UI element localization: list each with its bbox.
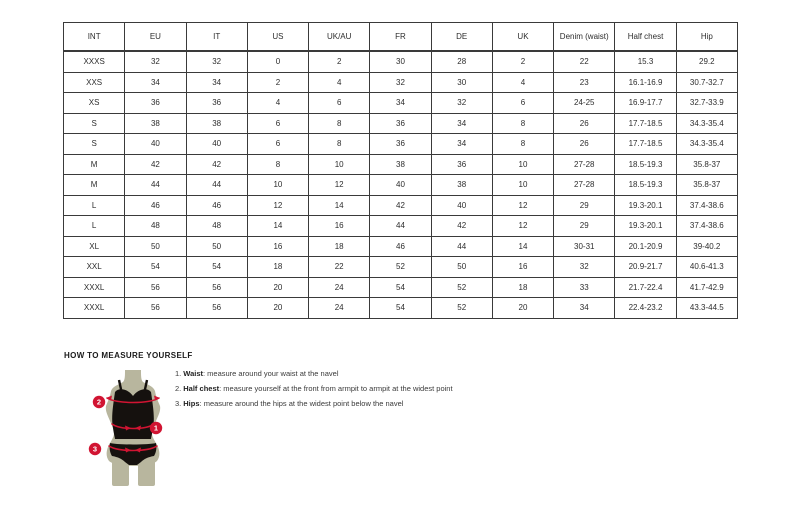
- table-cell: S: [64, 113, 125, 134]
- table-cell: 34: [125, 72, 186, 93]
- table-row: [64, 134, 738, 155]
- table-cell: 48: [125, 216, 186, 237]
- table-cell: 44: [186, 175, 247, 196]
- table-cell: 17.7-18.5: [615, 134, 676, 155]
- table-cell: XXS: [64, 72, 125, 93]
- waist-badge-number: 1: [153, 423, 159, 433]
- table-cell: 44: [370, 216, 431, 237]
- table-cell: 24-25: [554, 93, 615, 114]
- table-cell: 4: [492, 72, 553, 93]
- table-cell: 12: [309, 175, 370, 196]
- table-cell: 18.5-19.3: [615, 154, 676, 175]
- table-cell: 0: [247, 51, 308, 72]
- table-row: [64, 257, 738, 278]
- table-cell: 56: [186, 298, 247, 319]
- table-cell: 44: [125, 175, 186, 196]
- table-cell: 19.3-20.1: [615, 216, 676, 237]
- table-cell: 33: [554, 277, 615, 298]
- table-cell: 43.3-44.5: [676, 298, 737, 319]
- table-cell: 6: [309, 93, 370, 114]
- table-cell: 6: [492, 93, 553, 114]
- step-label: Half chest: [183, 384, 220, 393]
- table-cell: 12: [492, 195, 553, 216]
- table-cell: L: [64, 195, 125, 216]
- table-cell: 15.3: [615, 51, 676, 72]
- table-cell: 50: [125, 236, 186, 257]
- table-cell: 29: [554, 195, 615, 216]
- column-header: Hip: [676, 23, 737, 52]
- waist-badge: [150, 422, 162, 434]
- table-cell: 20.9-21.7: [615, 257, 676, 278]
- column-header: UK/AU: [309, 23, 370, 52]
- column-header: UK: [492, 23, 553, 52]
- table-cell: 4: [309, 72, 370, 93]
- table-cell: 18: [492, 277, 553, 298]
- step-text: : measure yourself at the front from armpit to armpit at the widest point: [219, 384, 453, 393]
- table-cell: 24: [309, 277, 370, 298]
- table-cell: 48: [186, 216, 247, 237]
- table-cell: 44: [431, 236, 492, 257]
- hips-badge-number: 3: [92, 444, 98, 454]
- step-text: : measure around the hips at the widest point below the navel: [199, 399, 404, 408]
- table-cell: XXL: [64, 257, 125, 278]
- table-cell: 54: [186, 257, 247, 278]
- table-cell: 22: [554, 51, 615, 72]
- table-header-row: [64, 23, 738, 52]
- table-cell: 54: [370, 277, 431, 298]
- step-text: : measure around your waist at the navel: [203, 369, 339, 378]
- table-cell: 40: [431, 195, 492, 216]
- mannequin-figure-icon: [84, 368, 184, 490]
- size-table-body: [64, 51, 738, 318]
- table-cell: 29.2: [676, 51, 737, 72]
- table-cell: 18.5-19.3: [615, 175, 676, 196]
- table-cell: 40: [370, 175, 431, 196]
- table-cell: 38: [125, 113, 186, 134]
- table-cell: 24: [309, 298, 370, 319]
- measure-step-hips: [175, 398, 453, 413]
- measure-step-half-chest: [175, 383, 453, 398]
- column-header: FR: [370, 23, 431, 52]
- table-cell: S: [64, 134, 125, 155]
- measure-step-waist: [175, 368, 453, 383]
- table-cell: 19.3-20.1: [615, 195, 676, 216]
- table-cell: 10: [492, 175, 553, 196]
- table-cell: 27-28: [554, 175, 615, 196]
- table-cell: 38: [370, 154, 431, 175]
- table-cell: 37.4-38.6: [676, 195, 737, 216]
- hips-badge: [89, 443, 101, 455]
- column-header: IT: [186, 23, 247, 52]
- table-row: [64, 154, 738, 175]
- table-cell: 18: [309, 236, 370, 257]
- table-cell: 27-28: [554, 154, 615, 175]
- table-cell: L: [64, 216, 125, 237]
- table-cell: 37.4-38.6: [676, 216, 737, 237]
- table-cell: 42: [370, 195, 431, 216]
- table-cell: 16.1-16.9: [615, 72, 676, 93]
- table-cell: 50: [431, 257, 492, 278]
- table-row: [64, 93, 738, 114]
- table-cell: 14: [247, 216, 308, 237]
- table-cell: 50: [186, 236, 247, 257]
- table-cell: XXXS: [64, 51, 125, 72]
- table-cell: 8: [492, 113, 553, 134]
- table-cell: 6: [247, 113, 308, 134]
- table-cell: 10: [247, 175, 308, 196]
- table-cell: 34.3-35.4: [676, 113, 737, 134]
- table-cell: 38: [186, 113, 247, 134]
- table-cell: 32: [554, 257, 615, 278]
- table-cell: 20: [247, 298, 308, 319]
- table-cell: 22.4-23.2: [615, 298, 676, 319]
- table-cell: 30.7-32.7: [676, 72, 737, 93]
- table-cell: XS: [64, 93, 125, 114]
- table-cell: 34: [554, 298, 615, 319]
- step-label: Waist: [183, 369, 203, 378]
- table-cell: 18: [247, 257, 308, 278]
- table-cell: M: [64, 175, 125, 196]
- step-number: 3.: [175, 399, 182, 408]
- body-measurement-illustration: [84, 368, 184, 490]
- table-cell: 36: [370, 113, 431, 134]
- size-chart-table: [63, 22, 738, 319]
- table-cell: 40: [186, 134, 247, 155]
- table-cell: 40: [125, 134, 186, 155]
- table-cell: 16: [247, 236, 308, 257]
- table-cell: M: [64, 154, 125, 175]
- half-chest-badge-number: 2: [96, 397, 102, 407]
- table-cell: 28: [431, 51, 492, 72]
- table-cell: 36: [186, 93, 247, 114]
- table-cell: 34: [431, 134, 492, 155]
- table-cell: XL: [64, 236, 125, 257]
- table-cell: 36: [431, 154, 492, 175]
- table-cell: 26: [554, 134, 615, 155]
- step-label: Hips: [183, 399, 200, 408]
- table-cell: 14: [309, 195, 370, 216]
- table-cell: 23: [554, 72, 615, 93]
- table-cell: 10: [309, 154, 370, 175]
- column-header: Half chest: [615, 23, 676, 52]
- swimsuit-top: [112, 389, 154, 439]
- table-cell: 12: [247, 195, 308, 216]
- table-row: [64, 216, 738, 237]
- table-cell: 34: [186, 72, 247, 93]
- half-chest-badge: [93, 396, 105, 408]
- table-cell: 32.7-33.9: [676, 93, 737, 114]
- column-header: DE: [431, 23, 492, 52]
- table-cell: 4: [247, 93, 308, 114]
- table-cell: 14: [492, 236, 553, 257]
- table-cell: 6: [247, 134, 308, 155]
- table-row: [64, 277, 738, 298]
- table-cell: 8: [247, 154, 308, 175]
- column-header: INT: [64, 23, 125, 52]
- table-cell: 36: [370, 134, 431, 155]
- table-cell: 52: [431, 298, 492, 319]
- table-cell: 52: [370, 257, 431, 278]
- table-cell: 56: [125, 277, 186, 298]
- table-cell: 2: [492, 51, 553, 72]
- size-chart-header: [64, 23, 738, 52]
- table-cell: 2: [309, 51, 370, 72]
- table-cell: 32: [125, 51, 186, 72]
- table-cell: 46: [125, 195, 186, 216]
- table-cell: 30: [431, 72, 492, 93]
- table-cell: XXXL: [64, 277, 125, 298]
- measure-section-title: HOW TO MEASURE YOURSELF: [64, 351, 193, 360]
- table-cell: 35.8-37: [676, 175, 737, 196]
- table-cell: 29: [554, 216, 615, 237]
- step-number: 1.: [175, 369, 182, 378]
- table-row: [64, 113, 738, 134]
- table-cell: 54: [125, 257, 186, 278]
- column-header: Denim (waist): [554, 23, 615, 52]
- table-cell: 39-40.2: [676, 236, 737, 257]
- table-cell: 46: [370, 236, 431, 257]
- table-cell: 36: [125, 93, 186, 114]
- table-cell: 56: [125, 298, 186, 319]
- table-cell: 8: [309, 113, 370, 134]
- table-cell: 42: [125, 154, 186, 175]
- table-cell: 34: [370, 93, 431, 114]
- table-cell: 16.9-17.7: [615, 93, 676, 114]
- table-cell: 30-31: [554, 236, 615, 257]
- table-row: [64, 195, 738, 216]
- table-cell: 17.7-18.5: [615, 113, 676, 134]
- table-cell: 41.7-42.9: [676, 277, 737, 298]
- table-cell: 32: [370, 72, 431, 93]
- table-cell: 20.1-20.9: [615, 236, 676, 257]
- table-cell: 12: [492, 216, 553, 237]
- table-cell: XXXL: [64, 298, 125, 319]
- table-row: [64, 298, 738, 319]
- table-cell: 16: [492, 257, 553, 278]
- table-cell: 21.7-22.4: [615, 277, 676, 298]
- table-cell: 10: [492, 154, 553, 175]
- column-header: EU: [125, 23, 186, 52]
- table-cell: 2: [247, 72, 308, 93]
- measure-steps-list: [175, 368, 453, 413]
- table-cell: 34.3-35.4: [676, 134, 737, 155]
- table-cell: 54: [370, 298, 431, 319]
- table-cell: 42: [431, 216, 492, 237]
- table-cell: 34: [431, 113, 492, 134]
- table-cell: 26: [554, 113, 615, 134]
- step-number: 2.: [175, 384, 182, 393]
- table-cell: 8: [492, 134, 553, 155]
- table-cell: 30: [370, 51, 431, 72]
- column-header: US: [247, 23, 308, 52]
- table-row: [64, 236, 738, 257]
- table-cell: 8: [309, 134, 370, 155]
- table-cell: 32: [431, 93, 492, 114]
- table-cell: 52: [431, 277, 492, 298]
- table-cell: 56: [186, 277, 247, 298]
- table-cell: 22: [309, 257, 370, 278]
- table-row: [64, 51, 738, 72]
- table-row: [64, 72, 738, 93]
- table-cell: 46: [186, 195, 247, 216]
- table-cell: 20: [247, 277, 308, 298]
- table-cell: 35.8-37: [676, 154, 737, 175]
- table-row: [64, 175, 738, 196]
- table-cell: 40.6-41.3: [676, 257, 737, 278]
- table-cell: 42: [186, 154, 247, 175]
- table-cell: 38: [431, 175, 492, 196]
- table-cell: 32: [186, 51, 247, 72]
- table-cell: 20: [492, 298, 553, 319]
- table-cell: 16: [309, 216, 370, 237]
